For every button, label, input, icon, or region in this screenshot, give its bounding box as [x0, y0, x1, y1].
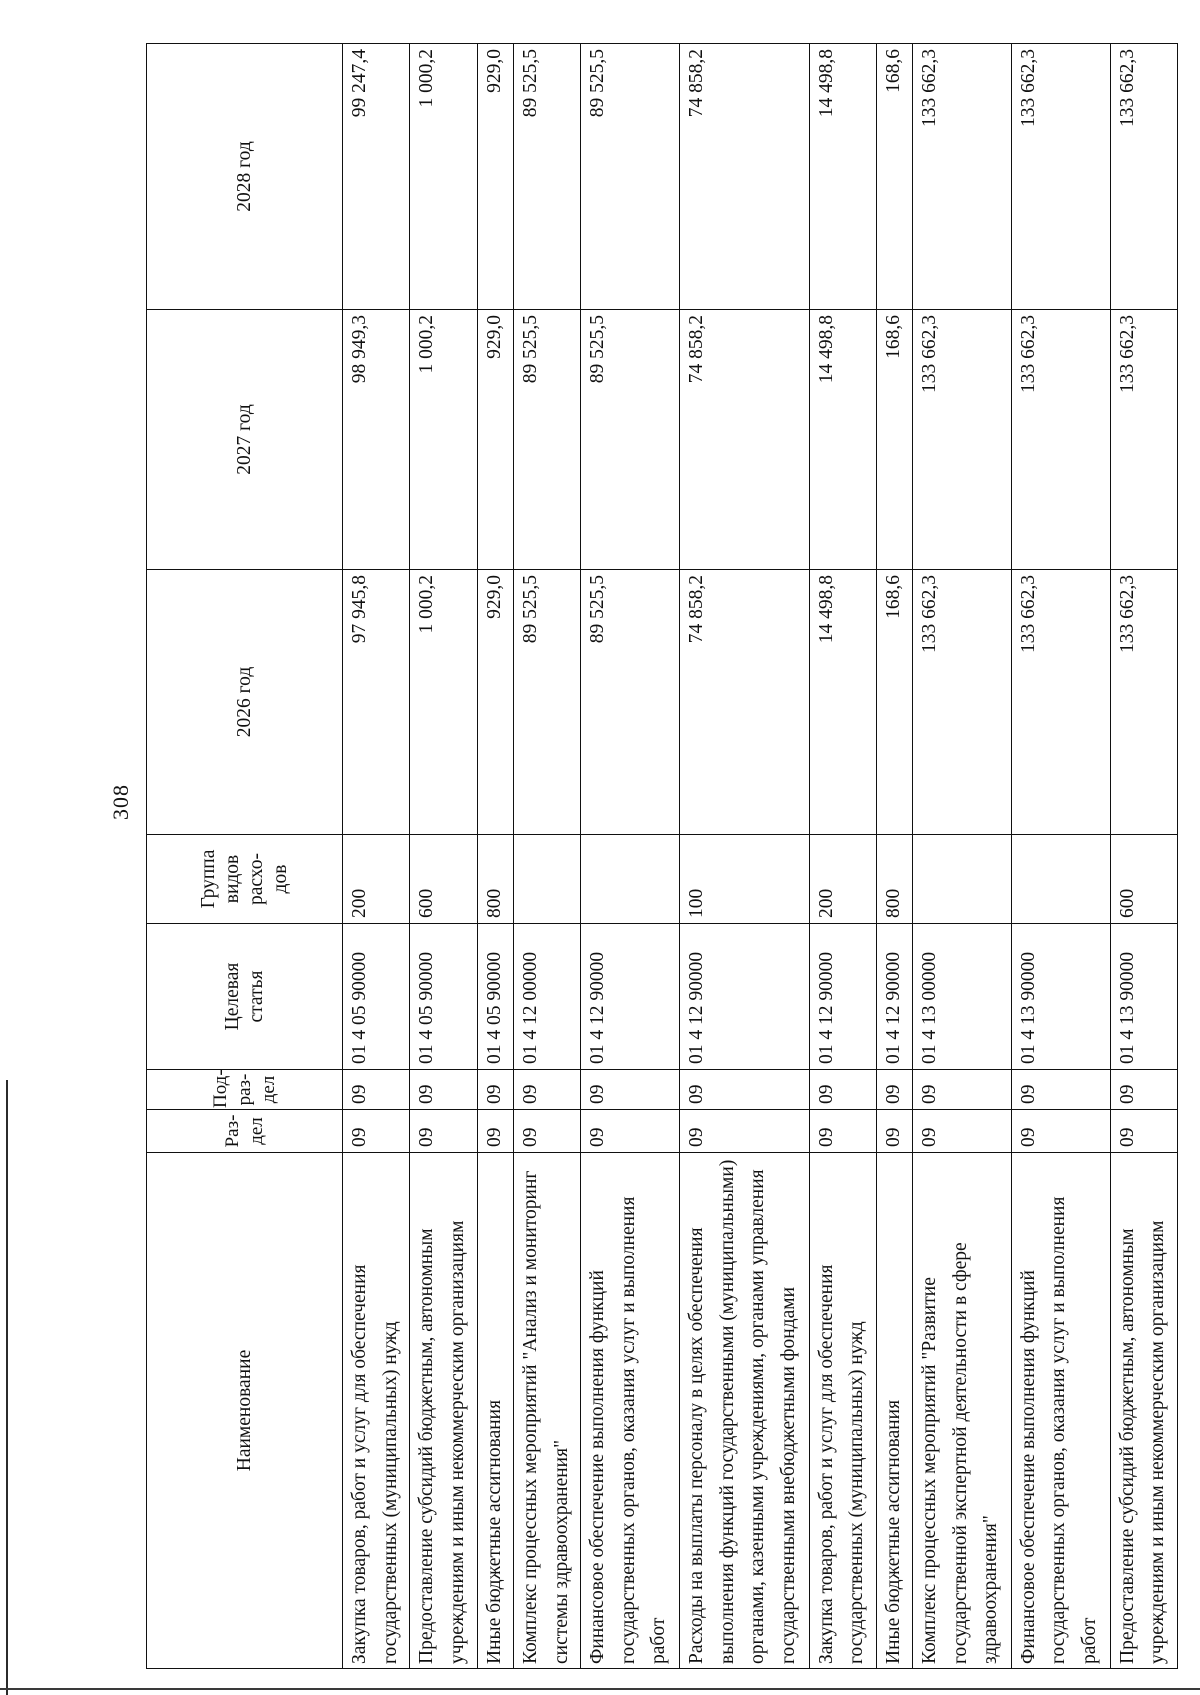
scan-edge-bottom — [0, 1688, 1200, 1690]
cell-razdel: 09 — [581, 1110, 680, 1153]
cell-name: Предоставление субсидий бюджетным, автономным учреждениям и иным некоммерческим организациям — [1110, 1153, 1177, 1669]
cell-target: 01 4 13 90000 — [1011, 924, 1110, 1070]
cell-2026: 1 000,2 — [410, 570, 477, 835]
cell-podrazdel: 09 — [809, 1070, 876, 1110]
header-razdel-text: Раз- дел — [221, 1114, 267, 1148]
cell-group — [581, 835, 680, 924]
cell-group — [514, 835, 581, 924]
cell-2026: 89 525,5 — [581, 570, 680, 835]
cell-2028: 89 525,5 — [581, 44, 680, 310]
cell-razdel: 09 — [680, 1110, 810, 1153]
cell-target: 01 4 05 90000 — [410, 924, 477, 1070]
cell-razdel: 09 — [514, 1110, 581, 1153]
cell-name: Предоставление субсидий бюджетным, автономным учреждениям и иным некоммерческим организациям — [410, 1153, 477, 1669]
cell-2028: 168,6 — [877, 44, 913, 310]
cell-razdel: 09 — [809, 1110, 876, 1153]
header-2027: 2027 год — [147, 310, 343, 570]
header-target-text: Целевая статья — [221, 962, 267, 1031]
header-expense-group — [147, 835, 343, 924]
cell-podrazdel: 09 — [514, 1070, 581, 1110]
cell-2027: 929,0 — [477, 310, 513, 570]
cell-target: 01 4 12 90000 — [581, 924, 680, 1070]
cell-2028: 133 662,3 — [1011, 44, 1110, 310]
cell-podrazdel: 09 — [913, 1070, 1012, 1110]
cell-name: Финансовое обеспечение выполнения функций государственных органов, оказания услуг и выполнения работ — [581, 1153, 680, 1669]
cell-target: 01 4 12 00000 — [514, 924, 581, 1070]
cell-podrazdel: 09 — [1011, 1070, 1110, 1110]
cell-2027: 98 949,3 — [343, 310, 410, 570]
table-row — [581, 44, 680, 1669]
cell-2027: 168,6 — [877, 310, 913, 570]
cell-name: Иные бюджетные ассигнования — [477, 1153, 513, 1669]
cell-2027: 89 525,5 — [581, 310, 680, 570]
cell-name: Комплекс процессных мероприятий "Анализ и мониторинг системы здравоохранения" — [514, 1153, 581, 1669]
page-number: 308 — [108, 784, 133, 820]
table-row — [1011, 44, 1110, 1669]
cell-name: Финансовое обеспечение выполнения функций государственных органов, оказания услуг и выполнения работ — [1011, 1153, 1110, 1669]
header-podrazdel-text: Под- раз- дел — [209, 1069, 279, 1108]
cell-razdel: 09 — [343, 1110, 410, 1153]
cell-podrazdel: 09 — [410, 1070, 477, 1110]
cell-2028: 74 858,2 — [680, 44, 810, 310]
cell-target: 01 4 12 90000 — [809, 924, 876, 1070]
cell-razdel: 09 — [877, 1110, 913, 1153]
cell-razdel: 09 — [913, 1110, 1012, 1153]
cell-podrazdel: 09 — [877, 1070, 913, 1110]
cell-2028: 929,0 — [477, 44, 513, 310]
table-row — [680, 44, 810, 1669]
cell-2028: 1 000,2 — [410, 44, 477, 310]
header-name: Наименование — [147, 1153, 343, 1669]
cell-2028: 89 525,5 — [514, 44, 581, 310]
table-row — [877, 44, 913, 1669]
cell-2026: 133 662,3 — [913, 570, 1012, 835]
header-2026: 2026 год — [147, 570, 343, 835]
cell-group: 600 — [1110, 835, 1177, 924]
header-target-article — [147, 924, 343, 1070]
cell-target: 01 4 12 90000 — [680, 924, 810, 1070]
header-2028: 2028 год — [147, 44, 343, 310]
cell-target: 01 4 13 90000 — [1110, 924, 1177, 1070]
cell-name: Закупка товаров, работ и услуг для обеспечения государственных (муниципальных) нужд — [343, 1153, 410, 1669]
cell-2026: 133 662,3 — [1110, 570, 1177, 835]
table-row — [410, 44, 477, 1669]
cell-2027: 133 662,3 — [1011, 310, 1110, 570]
cell-podrazdel: 09 — [1110, 1070, 1177, 1110]
cell-group: 800 — [877, 835, 913, 924]
cell-group — [913, 835, 1012, 924]
cell-2026: 929,0 — [477, 570, 513, 835]
cell-razdel: 09 — [1011, 1110, 1110, 1153]
cell-razdel: 09 — [410, 1110, 477, 1153]
cell-group: 200 — [343, 835, 410, 924]
header-group-text: Группа видов расхо- дов — [197, 849, 291, 909]
cell-name: Расходы на выплаты персоналу в целях обеспечения выполнения функций государственными (муниципальными) органами, казенными учреждениями, органами управления государственными внебюджетными фондами — [680, 1153, 810, 1669]
cell-group: 200 — [809, 835, 876, 924]
cell-2027: 133 662,3 — [913, 310, 1012, 570]
budget-table-rotated — [146, 44, 1178, 1669]
header-podrazdel — [147, 1070, 343, 1110]
table-row — [477, 44, 513, 1669]
table-row — [1110, 44, 1177, 1669]
cell-2028: 99 247,4 — [343, 44, 410, 310]
cell-podrazdel: 09 — [477, 1070, 513, 1110]
cell-2027: 133 662,3 — [1110, 310, 1177, 570]
cell-razdel: 09 — [477, 1110, 513, 1153]
cell-2028: 14 498,8 — [809, 44, 876, 310]
cell-podrazdel: 09 — [343, 1070, 410, 1110]
cell-name: Иные бюджетные ассигнования — [877, 1153, 913, 1669]
table-row — [913, 44, 1012, 1669]
cell-group: 100 — [680, 835, 810, 924]
cell-podrazdel: 09 — [581, 1070, 680, 1110]
cell-name: Комплекс процессных мероприятий "Развитие государственной экспертной деятельности в сфере здравоохранения" — [913, 1153, 1012, 1669]
cell-2027: 89 525,5 — [514, 310, 581, 570]
header-razdel — [147, 1110, 343, 1153]
cell-2027: 74 858,2 — [680, 310, 810, 570]
cell-group: 600 — [410, 835, 477, 924]
cell-name: Закупка товаров, работ и услуг для обеспечения государственных (муниципальных) нужд — [809, 1153, 876, 1669]
cell-2026: 133 662,3 — [1011, 570, 1110, 835]
cell-2028: 133 662,3 — [913, 44, 1012, 310]
cell-2027: 14 498,8 — [809, 310, 876, 570]
cell-target: 01 4 05 90000 — [343, 924, 410, 1070]
cell-2026: 14 498,8 — [809, 570, 876, 835]
cell-target: 01 4 13 00000 — [913, 924, 1012, 1070]
scan-edge-left — [6, 1080, 8, 1695]
cell-group: 800 — [477, 835, 513, 924]
cell-podrazdel: 09 — [680, 1070, 810, 1110]
table-row — [514, 44, 581, 1669]
cell-target: 01 4 12 90000 — [877, 924, 913, 1070]
table-row — [343, 44, 410, 1669]
cell-2027: 1 000,2 — [410, 310, 477, 570]
cell-2028: 133 662,3 — [1110, 44, 1177, 310]
cell-2026: 74 858,2 — [680, 570, 810, 835]
cell-target: 01 4 05 90000 — [477, 924, 513, 1070]
cell-2026: 97 945,8 — [343, 570, 410, 835]
budget-table — [146, 43, 1178, 1669]
cell-2026: 168,6 — [877, 570, 913, 835]
cell-razdel: 09 — [1110, 1110, 1177, 1153]
table-header-row — [147, 44, 343, 1669]
cell-group — [1011, 835, 1110, 924]
table-row — [809, 44, 876, 1669]
cell-2026: 89 525,5 — [514, 570, 581, 835]
